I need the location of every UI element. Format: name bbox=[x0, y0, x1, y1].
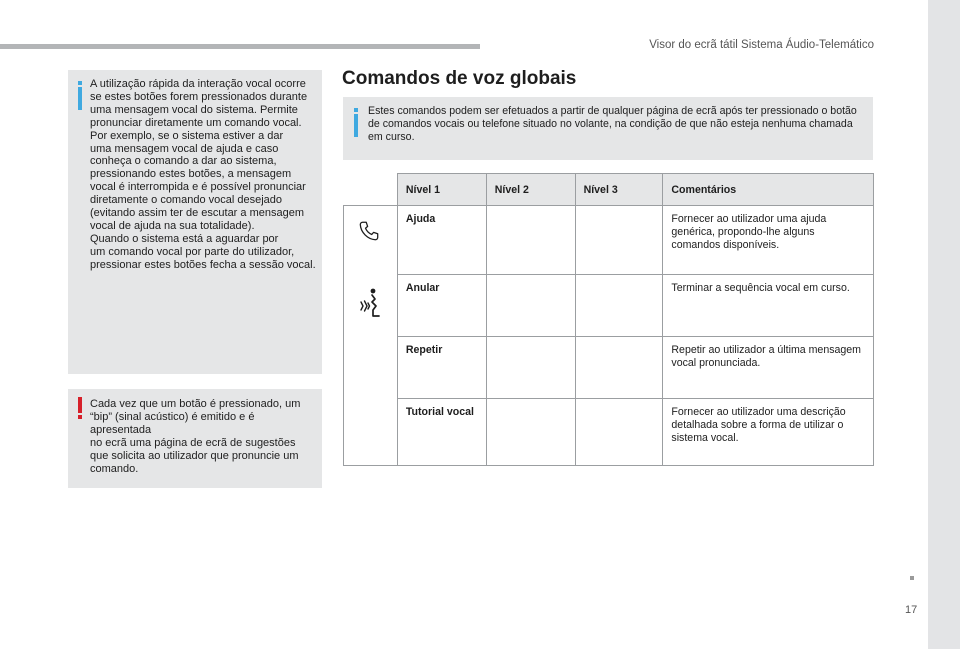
level2-cell bbox=[486, 337, 575, 399]
warning-icon bbox=[78, 397, 82, 413]
page-marker bbox=[910, 576, 914, 580]
header-comments: Comentários bbox=[663, 174, 874, 206]
info-icon bbox=[354, 114, 358, 137]
page-edge-bar bbox=[928, 0, 960, 649]
level3-cell bbox=[575, 275, 663, 337]
header-level2: Nível 2 bbox=[486, 174, 575, 206]
section-info-box bbox=[343, 97, 873, 160]
table-row bbox=[344, 399, 874, 466]
level2-cell bbox=[486, 206, 575, 275]
level2-cell bbox=[486, 275, 575, 337]
header-blank-cell bbox=[344, 174, 398, 206]
warning-note-text: Cada vez que um botão é pressionado, um “bip” (sinal acústico) é emitido e é apresentada no ecrã uma página de ecrã de sugestões que solicita ao utilizador que pronuncie um comando. bbox=[90, 398, 301, 475]
level1-cell: Anular bbox=[397, 275, 486, 337]
phone-icon bbox=[358, 220, 380, 242]
voice-commands-table bbox=[343, 173, 874, 466]
section-title: Comandos de voz globais bbox=[342, 68, 577, 89]
header-level1: Nível 1 bbox=[397, 174, 486, 206]
level1-cell: Tutorial vocal bbox=[397, 399, 486, 466]
info-note-text: A utilização rápida da interação vocal ocorre se estes botões forem pressionados durante uma mensagem vocal do sistema. Permite pronunciar diretamente um comando vocal. Por exemplo, se o sistema estiver a dar uma mensagem vocal de ajuda e caso conheça o comando a dar ao sistema, pressionando estes botões, a mensagem vocal é interrompida e é possível pronunciar diretamente o comando vocal desejado (evitando assim ter de escutar a mensagem vocal de ajuda na sua totalidade). Quando o sistema está a aguardar por um comando vocal por parte do utilizador, pressionar estes botões fecha a sessão vocal. bbox=[90, 78, 316, 271]
comment-cell: Fornecer ao utilizador uma descrição detalhada sobre a forma de utilizar o sistema vocal. bbox=[663, 399, 874, 466]
level3-cell bbox=[575, 337, 663, 399]
level3-cell bbox=[575, 399, 663, 466]
comment-cell: Fornecer ao utilizador uma ajuda genérica, propondo-lhe alguns comandos disponíveis. bbox=[663, 206, 874, 275]
level3-cell bbox=[575, 206, 663, 275]
level2-cell bbox=[486, 399, 575, 466]
icon-cell bbox=[344, 206, 398, 466]
page-header-title: Visor do ecrã tátil Sistema Áudio-Telemático bbox=[649, 39, 874, 51]
table-row bbox=[344, 206, 874, 275]
info-icon bbox=[78, 87, 82, 110]
comment-cell: Repetir ao utilizador a última mensagem vocal pronunciada. bbox=[663, 337, 874, 399]
level1-cell: Ajuda bbox=[397, 206, 486, 275]
page-number: 17 bbox=[905, 604, 918, 616]
info-note-box bbox=[68, 70, 322, 374]
level1-cell: Repetir bbox=[397, 337, 486, 399]
table-header-row bbox=[344, 174, 874, 206]
warning-note-box bbox=[68, 389, 322, 488]
table-row bbox=[344, 337, 874, 399]
comment-cell: Terminar a sequência vocal em curso. bbox=[663, 275, 874, 337]
voice-command-icon bbox=[358, 288, 382, 318]
header-level3: Nível 3 bbox=[575, 174, 663, 206]
header-rule bbox=[0, 44, 480, 49]
table-row bbox=[344, 275, 874, 337]
section-info-text: Estes comandos podem ser efetuados a partir de qualquer página de ecrã após ter pressionado o botão de comandos vocais ou telefone situado no volante, na condição de que não esteja nenhuma chamada em curso. bbox=[368, 105, 857, 144]
